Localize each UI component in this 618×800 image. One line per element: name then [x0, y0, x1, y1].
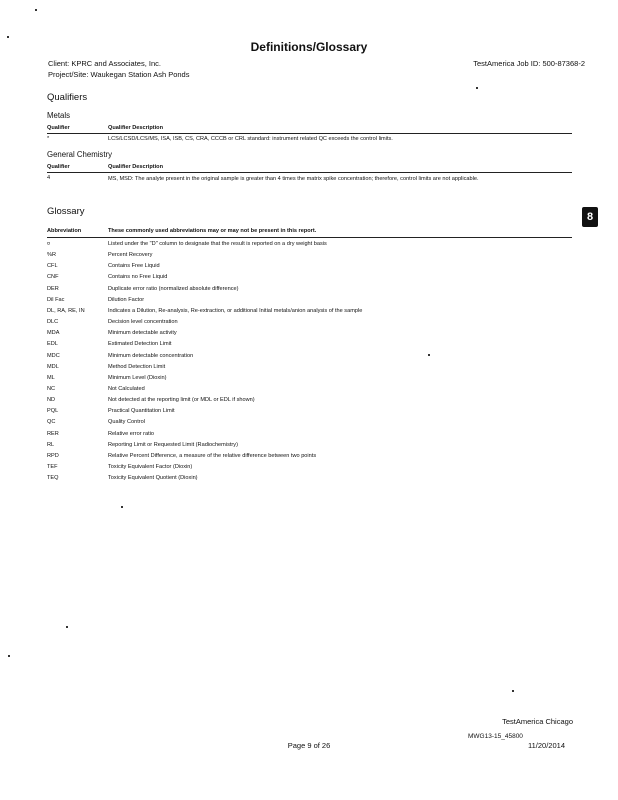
scan-speck: [66, 626, 68, 628]
glossary-abbr: RL: [47, 441, 55, 448]
genchem-col-description: Qualifier Description: [108, 164, 164, 170]
glossary-desc: Estimated Detection Limit: [108, 341, 172, 348]
glossary-desc: Practical Quantitation Limit: [108, 408, 175, 415]
glossary-desc: Minimum detectable concentration: [108, 352, 194, 359]
glossary-desc: Reporting Limit or Requested Limit (Radiochemistry): [108, 441, 238, 448]
glossary-desc: Minimum Level (Dioxin): [108, 374, 167, 381]
glossary-desc: Indicates a Dilution, Re-analysis, Re-extraction, or additional Initial metals/anion analysis of the sample: [108, 307, 363, 314]
glossary-rule: [47, 237, 572, 238]
glossary-desc: Relative error ratio: [108, 430, 155, 437]
glossary-desc: Decision level concentration: [108, 319, 178, 326]
scan-speck: [476, 87, 478, 89]
glossary-abbr: RPD: [47, 452, 59, 459]
scan-speck: [428, 354, 430, 356]
footer-code: MWG13-15_45800: [468, 733, 523, 740]
metals-col-qualifier: Qualifier: [47, 125, 70, 131]
glossary-abbr: DLC: [47, 319, 59, 326]
job-id: TestAmerica Job ID: 500-87368-2: [473, 59, 585, 68]
glossary-abbr: PQL: [47, 408, 59, 415]
page-title: Definitions/Glossary: [250, 40, 368, 54]
client-line: Client: KPRC and Associates, Inc.: [48, 59, 161, 68]
scan-speck: [7, 36, 9, 38]
qualifiers-heading: Qualifiers: [47, 92, 88, 103]
glossary-abbr: DL, RA, RE, IN: [47, 307, 85, 314]
glossary-heading: Glossary: [47, 206, 85, 217]
glossary-desc: Method Detection Limit: [108, 363, 166, 370]
glossary-abbr: QC: [47, 419, 56, 426]
glossary-abbr: NC: [47, 386, 56, 392]
metals-rule: [47, 133, 572, 134]
glossary-abbr: RER: [47, 430, 59, 437]
page-number: Page 9 of 26: [287, 741, 331, 750]
genchem-rule: [47, 172, 572, 173]
glossary-abbr: EDL: [47, 341, 58, 348]
glossary-desc: Relative Percent Difference, a measure of the relative difference between two points: [108, 452, 317, 459]
glossary-col-abbreviation: Abbreviation: [47, 228, 82, 234]
project-line: Project/Site: Waukegan Station Ash Ponds: [48, 70, 190, 79]
glossary-desc: Percent Recovery: [108, 252, 153, 259]
glossary-abbr: ND: [47, 397, 56, 404]
genchem-qualifier-code: 4: [47, 175, 51, 181]
glossary-desc: Not detected at the reporting limit (or MDL or EDL if shown): [108, 397, 255, 404]
genchem-col-qualifier: Qualifier: [47, 164, 70, 170]
scan-speck: [8, 655, 10, 657]
glossary-abbr: CFL: [47, 263, 58, 270]
scan-speck: [512, 690, 514, 692]
glossary-abbr: CNF: [47, 274, 59, 281]
glossary-abbr: MDL: [47, 363, 59, 370]
footer-company: TestAmerica Chicago: [502, 717, 573, 726]
genchem-qualifier-desc: MS, MSD: The analyte present in the original sample is greater than 4 times the matrix spike concentration; therefore, control limits are not applicable.: [108, 176, 479, 182]
glossary-abbr: ML: [47, 374, 55, 381]
glossary-desc: Quality Control: [108, 419, 145, 426]
metals-qualifier-code: *: [47, 136, 50, 142]
glossary-desc: Listed under the "D" column to designate that the result is reported on a dry weight basis: [108, 241, 327, 247]
glossary-abbr: TEQ: [47, 475, 59, 482]
scan-speck: [35, 9, 37, 11]
section-tab: 8: [582, 207, 598, 227]
glossary-desc: Toxicity Equivalent Quotient (Dioxin): [108, 475, 198, 482]
glossary-desc: Contains Free Liquid: [108, 263, 160, 270]
metals-col-description: Qualifier Description: [108, 125, 164, 131]
glossary-abbr: ¤: [47, 241, 51, 247]
metals-qualifier-desc: LCS/LCSD/LCS/MS, ISA, ISB, CS, CRA, CCCB or CRL standard: instrument related QC exceeds the control limits.: [108, 136, 393, 142]
glossary-desc: Dilution Factor: [108, 296, 145, 303]
glossary-desc: Minimum detectable activity: [108, 330, 177, 337]
glossary-abbr: MDC: [47, 352, 60, 359]
glossary-abbr: DER: [47, 285, 59, 292]
glossary-col-description: These commonly used abbreviations may or may not be present in this report.: [108, 228, 317, 234]
scan-speck: [121, 506, 123, 508]
glossary-abbr: MDA: [47, 330, 60, 337]
footer-date: 11/20/2014: [528, 741, 565, 750]
glossary-abbr: %R: [47, 252, 57, 259]
glossary-desc: Duplicate error ratio (normalized absolute difference): [108, 285, 239, 292]
glossary-desc: Toxicity Equivalent Factor (Dioxin): [108, 464, 193, 470]
glossary-desc: Not Calculated: [108, 386, 145, 392]
glossary-desc: Contains no Free Liquid: [108, 274, 168, 281]
general-chemistry-heading: General Chemistry: [47, 150, 112, 159]
glossary-abbr: Dil Fac: [47, 296, 65, 303]
glossary-abbr: TEF: [47, 464, 58, 470]
metals-heading: Metals: [47, 111, 70, 120]
